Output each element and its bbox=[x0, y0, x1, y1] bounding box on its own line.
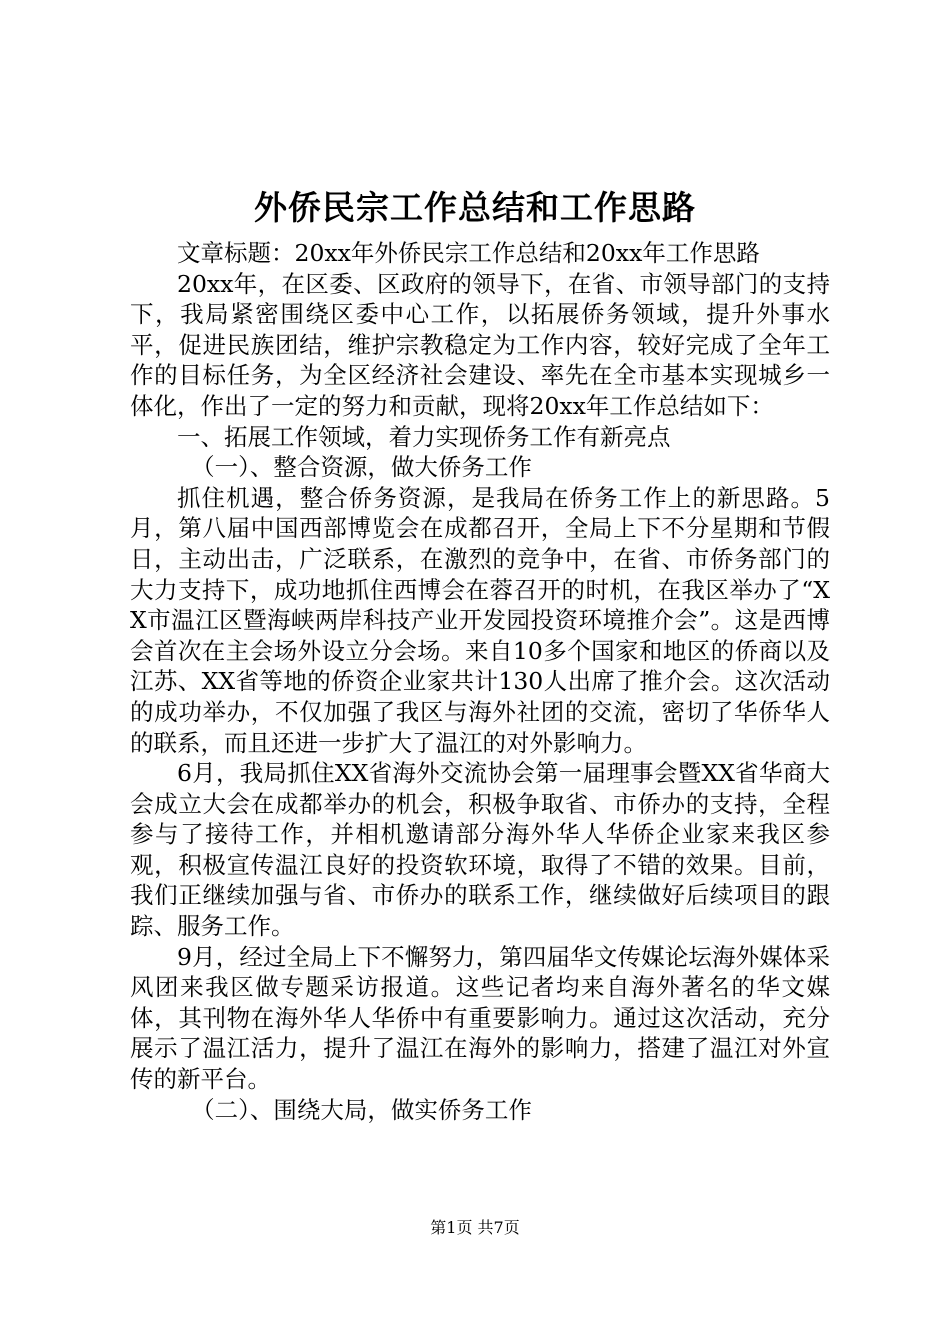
intro-paragraph: 20xx年，在区委、区政府的领导下，在省、市领导部门的支持下，我局紧密围绕区委中心工作，以拓展侨务领域，提升外事水平，促进民族团结，维护宗教稳定为工作内容，较好完成了全年工作的目标任务，为全区经济社会建设、率先在全市基本实现城乡一体化，作出了一定的努力和贡献，现将20xx年工作总结如下： bbox=[130, 269, 830, 420]
document-body bbox=[130, 238, 830, 1125]
paragraph-september: 9月，经过全局上下不懈努力，第四届华文传媒论坛海外媒体采风团来我区做专题采访报道。这些记者均来自海外著名的华文媒体，其刊物在海外华人华侨中有重要影响力。通过这次活动，充分展示了温江活力，提升了温江在海外的影响力，搭建了温江对外宣传的新平台。 bbox=[130, 942, 830, 1094]
page-number: 第1页 共7页 bbox=[430, 1218, 520, 1237]
paragraph-june: 6月，我局抓住XX省海外交流协会第一届理事会暨XX省华商大会成立大会在成都举办的机会，积极争取省、市侨办的支持，全程参与了接待工作，并相机邀请部分海外华人华侨企业家来我区参观，积极宣传温江良好的投资软环境，取得了不错的效果。目前，我们正继续加强与省、市侨办的联系工作，继续做好后续项目的跟踪、服务工作。 bbox=[130, 759, 830, 941]
subsection-heading-2: （二）、围绕大局，做实侨务工作 bbox=[191, 1095, 532, 1124]
article-title-line: 文章标题：20xx年外侨民宗工作总结和20xx年工作思路 bbox=[177, 239, 760, 267]
section-heading-1: 一、拓展工作领域，着力实现侨务工作有新亮点 bbox=[177, 422, 671, 451]
document-title: 外侨民宗工作总结和工作思路 bbox=[254, 188, 696, 227]
subsection-heading-1: （一）、整合资源，做大侨务工作 bbox=[191, 453, 532, 482]
paragraph-may: 抓住机遇，整合侨务资源，是我局在侨务工作上的新思路。5月，第八届中国西部博览会在成都召开，全局上下不分星期和节假日，主动出击，广泛联系，在激烈的竞争中，在省、市侨务部门的大力支持下，成功地抓住西博会在蓉召开的时机，在我区举办了“XX市温江区暨海峡两岸科技产业开发园投资环境推介会”。这是西博会首次在主会场外设立分会场。来自10多个国家和地区的侨商以及江苏、XX省等地的侨资企业家共计130人出席了推介会。这次活动的成功举办，不仅加强了我区与海外社团的交流，密切了华侨华人的联系，而且还进一步扩大了温江的对外影响力。 bbox=[130, 483, 830, 757]
